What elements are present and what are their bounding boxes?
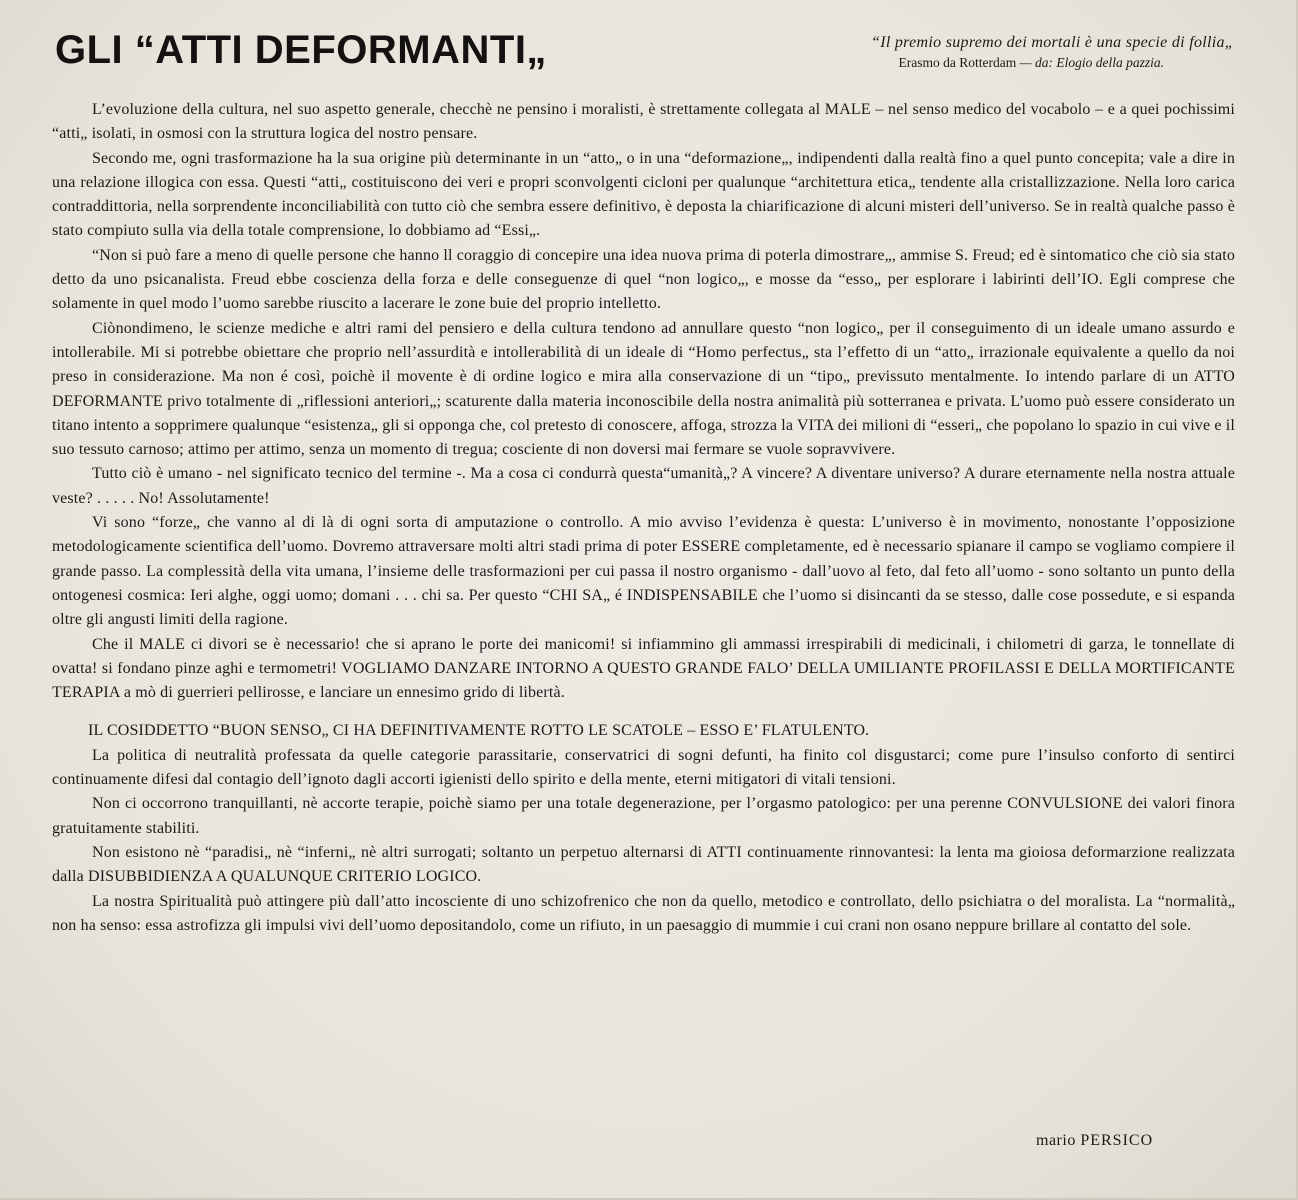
manifesto-body — [52, 98, 1235, 938]
epigraph-author: Erasmo da Rotterdam — [898, 55, 1017, 70]
paragraph: Tutto ciò è umano - nel significato tecnico del termine -. Ma a cosa ci condurrà questa“umanità„? A vincere? A diventare universo? A durare eternamente nella nostra attuale veste? . . . . . No! Assolutamente! — [52, 465, 1235, 507]
paragraph: Che il MALE ci divori se è necessario! che si aprano le porte dei manicomi! si infiammino gli ammassi irrespirabili di medicinali, i chilometri di garza, le tonnellate di ovatta! si fondano pinze aghi e termometri! VOGLIAMO DANZARE INTORNO A QUESTO GRANDE FALO’ DELLA UMILIANTE PROFILASSI E DELLA MORTIFICANTE TERAPIA a mò di guerrieri pellirosse, e lanciare un ennesimo grido di libertà. — [52, 635, 1235, 702]
paragraph: Vi sono “forze„ che vanno al di là di ogni sorta di amputazione o controllo. A mio avviso l’evidenza è questa: L’universo è in movimento, nonostante l’opposizione metodologicamente scientifica dell’uomo. Dovremo attraversare molti altri stadi prima di poter ESSERE completamente, ed è necessario spianare il campo se vogliamo compiere il grande passo. La complessità della vita umana, l’insieme delle trasformazioni per cui passa il nostro organismo - dall’uovo al feto, dal feto all’uomo - sono soltanto un punto della ontogenesi cosmica: Ieri alghe, oggi uomo; domani . . . chi sa. Per questo “CHI SA„ é INDISPENSABILE che l’uomo si disincanti da se stesso, dalle cose possedute, e si espanda oltre gli angusti limiti della ragione. — [52, 514, 1235, 629]
caps-statement: IL COSIDDETTO “BUON SENSO„ CI HA DEFINITIVAMENTE ROTTO LE SCATOLE – ESSO E’ FLATULENTO. — [88, 722, 870, 740]
epigraph-quote: “Il premio supremo dei mortali è una specie di follia„ — [871, 34, 1234, 51]
paragraph: Non ci occorrono tranquillanti, nè accorte terapie, poichè siamo per una totale degenerazione, per l’orgasmo patologico: per una perenne CONVULSIONE dei valori finora gratuitamente stabiliti. — [52, 795, 1235, 837]
epigraph — [674, 34, 1234, 71]
paragraph: La nostra Spiritualità può attingere più dall’atto incosciente di uno schizofrenico che non da quello, metodico e controllato, dello psichiatra o del moralista. La “normalità„ non ha senso: essa astrofizza gli impulsi vivi dell’uomo depositandolo, come un rifiuto, in un paesaggio di mummie i cui crani non osano neppure brillare al contatto del sole. — [52, 892, 1235, 934]
epigraph-source — [674, 55, 1234, 71]
author-last-name: PERSICO — [1080, 1132, 1154, 1149]
paragraph: L’evoluzione della cultura, nel suo aspetto generale, checchè ne pensino i moralisti, è strettamente collegata al MALE – nel senso medico del vocabolo – e a quei pochissimi “atti„ isolati, in osmosi con la struttura logica del nostro pensare. — [52, 101, 1235, 143]
paragraph: Ciònondimeno, le scienze mediche e altri rami del pensiero e della cultura tendono ad annullare questo “non logico„ per il conseguimento di un ideale umano assurdo e intollerabile. Mi si potrebbe obiettare che proprio nell’assurdità e intollerabilità di un ideale di “Homo perfectus„ sta l’effetto di un “atto„ irrazionale equivalente a quello da noi preso in considerazione. Ma non é così, poichè il movente è di ordine logico e mira alla conservazione di un “tipo„ previssuto mentalmente. Io intendo parlare di un ATTO DEFORMANTE privo totalmente di „riflessioni anteriori„; scaturente dalla materia inconoscibile della nostra animalità più sotterranea e privata. L’uomo può essere considerato un titano intento a sopprimere qualunque “esistenza„ gli si opponga che, col pretesto di conoscere, affoga, strozza la VITA dei milioni di “esseri„ che popolano lo spazio in cui vive e il suo tessuto carnoso; attimo per attimo, senza un momento di tregua; cosciente di non doversi mai fermare se vuole sopravvivere. — [52, 319, 1235, 459]
author-signature — [1036, 1132, 1153, 1150]
paragraph: Secondo me, ogni trasformazione ha la sua origine più determinante in un “atto„ o in una “deformazione„, indipendenti dalla realtà fino a quel punto concepita; vale a dire in una relazione illogica con essa. Questi “atti„ costituiscono dei veri e propri sconvolgenti cicloni per qualunque “architettura etica„ tendente alla cristallizzazione. Nella loro carica contraddittoria, nella sorprendente inconciliabilità con tutto ciò che sembra essere definitivo, è deposta la chiarificazione di alcuni misteri dell’universo. Se in realtà qualche passo è stato compiuto sulla via della totale comprensione, lo dobbiamo ad “Essi„. — [52, 149, 1235, 240]
epigraph-dash: — — [1019, 55, 1032, 70]
epigraph-da: da: — [1035, 55, 1053, 70]
paragraph: La politica di neutralità professata da quelle categorie parassitarie, conservatrici di sogni defunti, ha finito col disgustarci; come pure l’insulso conforto di sentirci continuamente difesi dal contagio dell’ignoto dagli accorti igienisti dello spirito e della mente, eterni mitigatori di vitali tensioni. — [52, 746, 1235, 789]
author-first-name: mario — [1036, 1132, 1076, 1149]
page-title: GLI “ATTI DEFORMANTI„ — [55, 28, 547, 72]
epigraph-work: Elogio della pazzia. — [1056, 55, 1164, 70]
paragraph: Non esistono nè “paradisi„ nè “inferni„ nè altri surrogati; soltanto un perpetuo alternarsi di ATTI continuamente rinnovantesi: la lenta ma gioiosa deformarzione realizzata dalla DISUBBIDIENZA A QUALUNQUE CRITERIO LOGICO. — [52, 843, 1235, 886]
paragraph: “Non si può fare a meno di quelle persone che hanno ll coraggio di concepire una idea nuova prima di poterla dimostrare„, ammise S. Freud; ed è sintomatico che ciò sia stato detto da uno psicanalista. Freud ebbe coscienza della forza e delle conseguenze di quel “non logico„, e mosse da “esso„ per esplorare i labirinti dell’IO. Egli comprese che solamente in quel modo l’uomo sarebbe riuscito a lacerare le zone buie del proprio intelletto. — [52, 246, 1235, 313]
